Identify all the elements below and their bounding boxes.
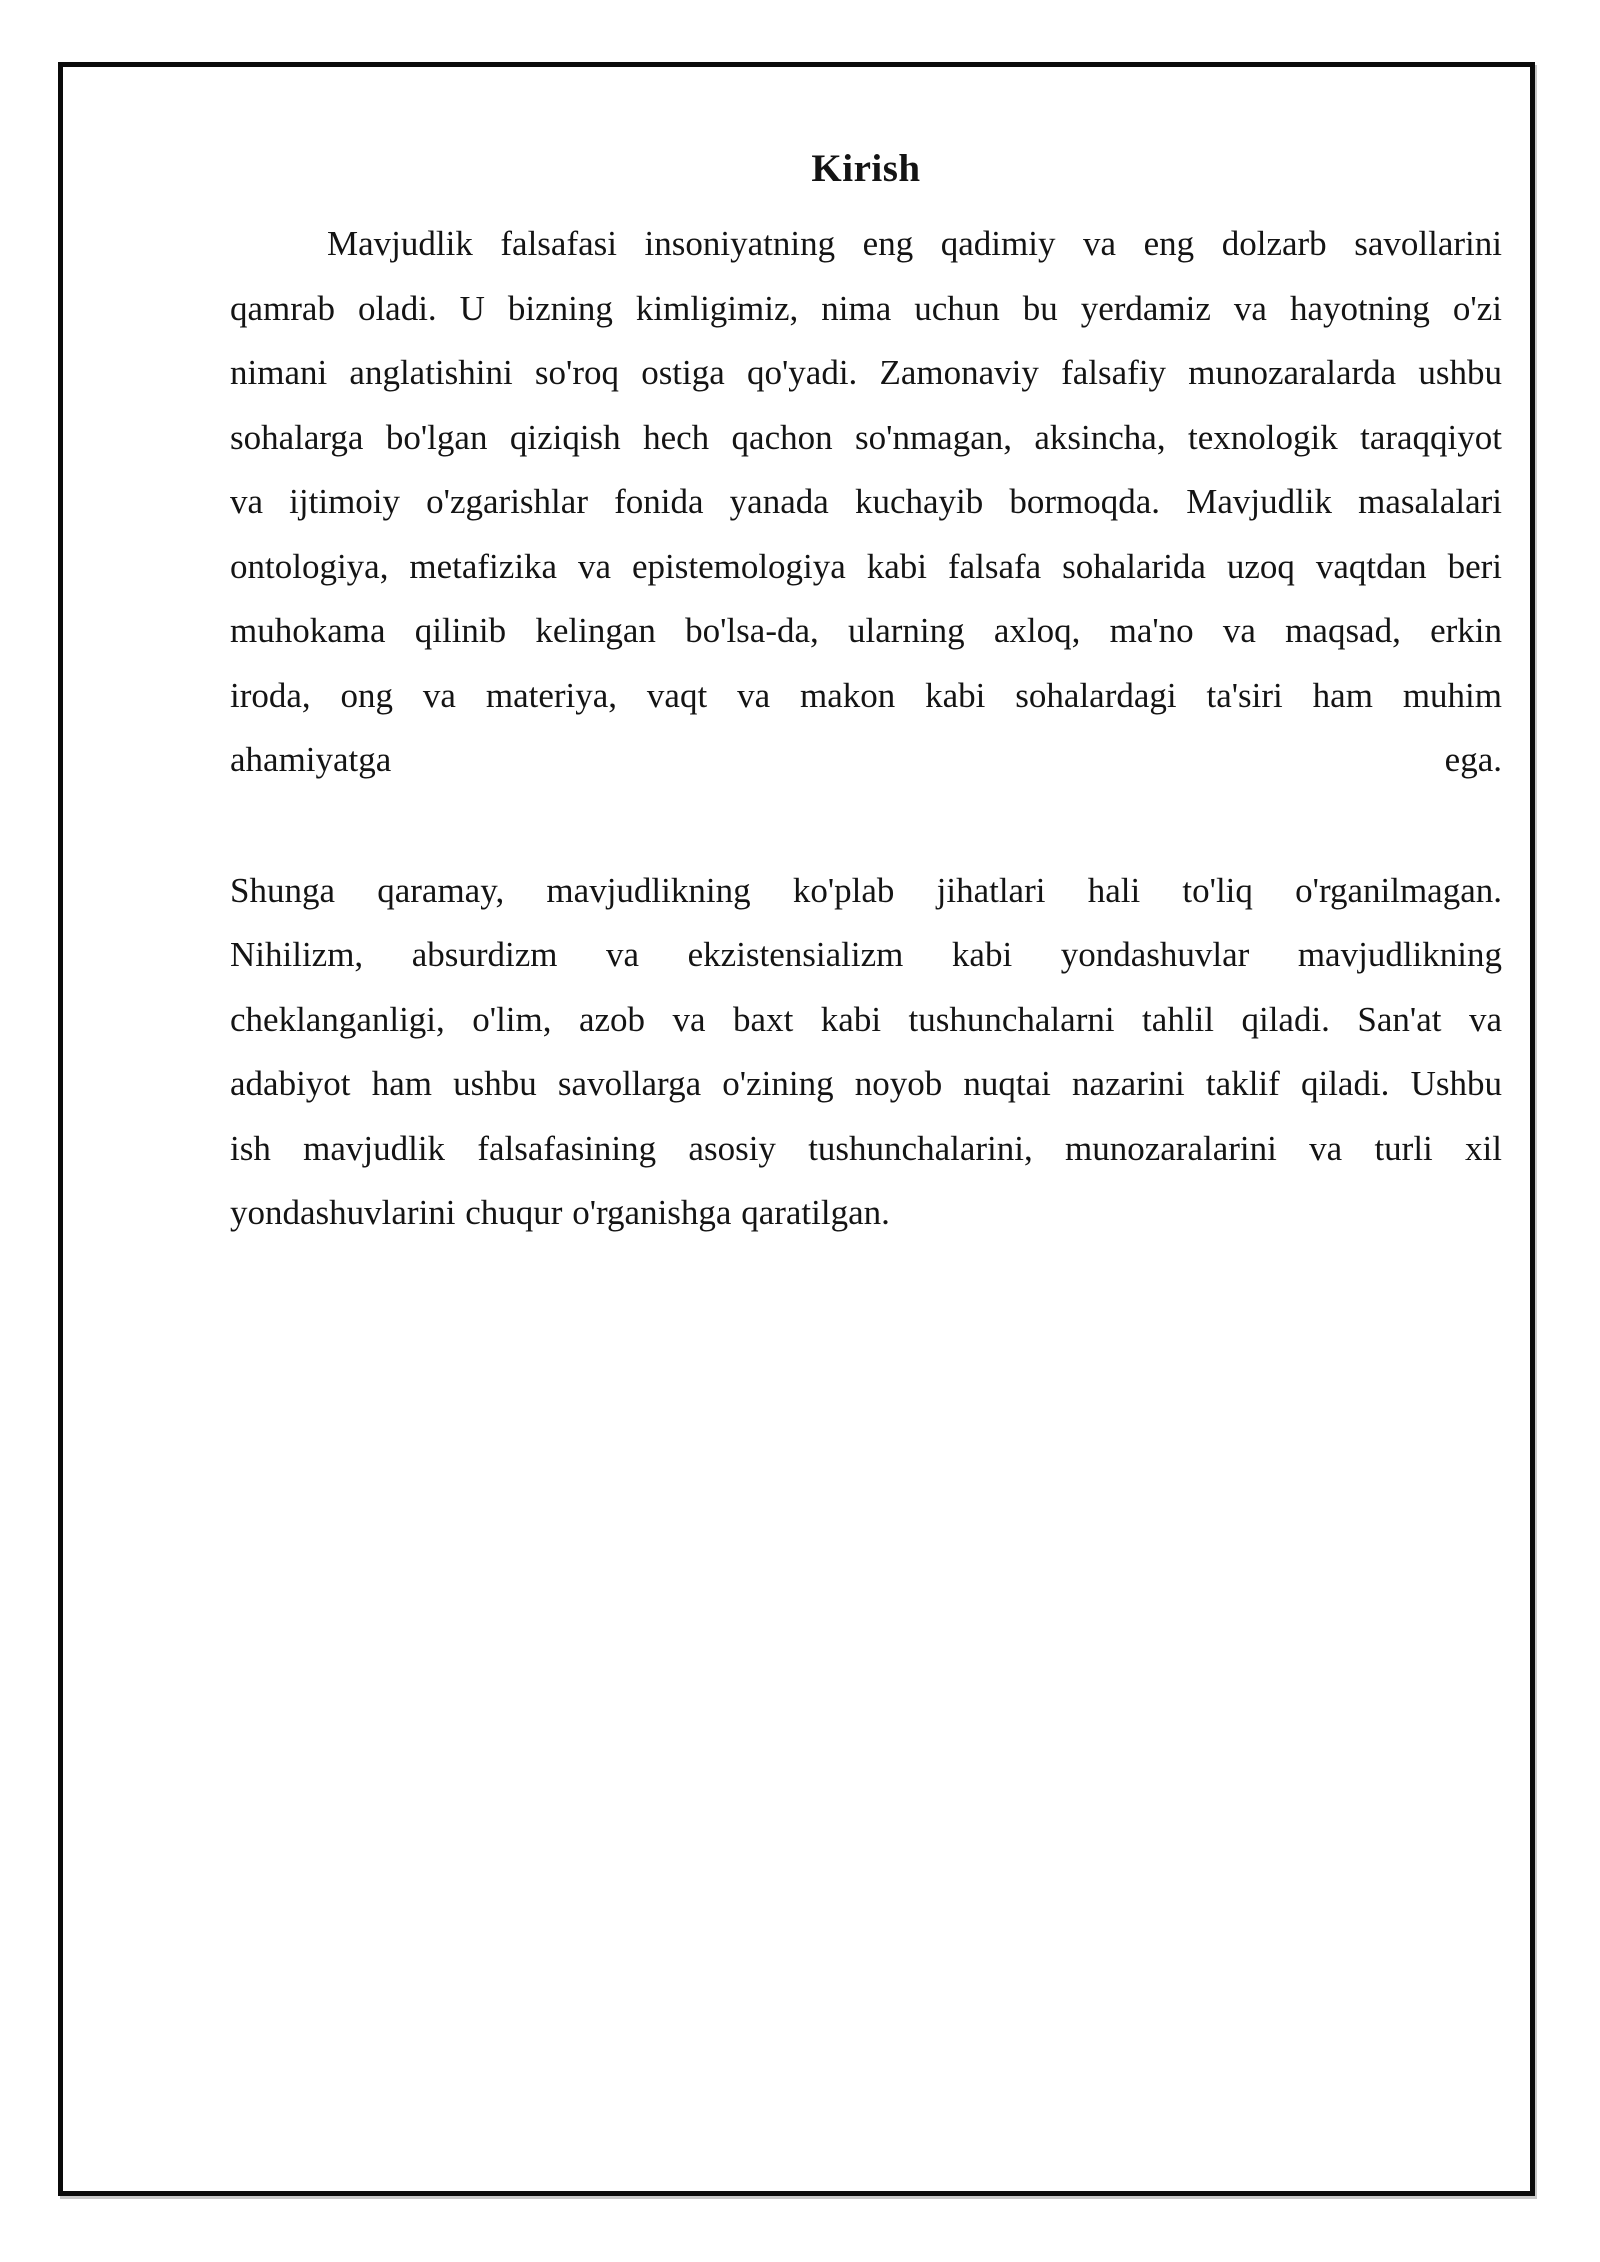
text-line: muhokama qilinib kelingan bo'lsa-da, ularning axloq, ma'no va maqsad, erkin: [230, 611, 1502, 650]
page-title: Kirish: [811, 147, 921, 190]
text-line: qamrab oladi. U bizning kimligimiz, nima uchun bu yerdamiz va hayotning o'zi: [230, 288, 1502, 328]
page-content: [230, 140, 1502, 1246]
text-line: sohalarga bo'lgan qiziqish hech qachon so'nmagan, aksincha, texnologik taraqqiyot: [230, 417, 1502, 457]
text-line: iroda, ong va materiya, vaqt va makon kabi sohalardagi ta'siri ham muhim: [230, 675, 1502, 715]
text-line: Shunga qaramay, mavjudlikning ko'plab jihatlari hali to'liq o'rganilmagan.: [230, 870, 1502, 910]
text-line: Nihilizm, absurdizm va ekzistensializm kabi yondashuvlar mavjudlikning: [230, 935, 1502, 974]
text-line: va ijtimoiy o'zgarishlar fonida yanada kuchayib bormoqda. Mavjudlik masalalari: [230, 482, 1502, 521]
text-line: ontologiya, metafizika va epistemologiya kabi falsafa sohalarida uzoq vaqtdan beri: [230, 546, 1502, 586]
text-line: cheklanganligi, o'lim, azob va baxt kabi tushunchalarni tahlil qiladi. San'at va: [230, 999, 1502, 1039]
paragraph: [230, 212, 1502, 793]
text-line: ahamiyatga ega.: [230, 740, 1502, 779]
text-line: ish mavjudlik falsafasining asosiy tushunchalarini, munozaralarini va turli xil: [230, 1128, 1502, 1168]
text-line: Mavjudlik falsafasi insoniyatning eng qadimiy va eng dolzarb savollarini: [327, 224, 1502, 263]
text-line: yondashuvlarini chuqur o'rganishga qaratilgan.: [230, 1193, 890, 1232]
paragraph: [230, 859, 1502, 1246]
text-line: nimani anglatishini so'roq ostiga qo'yadi. Zamonaviy falsafiy munozaralarda ushbu: [230, 353, 1502, 392]
text-line: adabiyot ham ushbu savollarga o'zining noyob nuqtai nazarini taklif qiladi. Ushbu: [230, 1064, 1502, 1103]
document-body: [230, 212, 1502, 1246]
